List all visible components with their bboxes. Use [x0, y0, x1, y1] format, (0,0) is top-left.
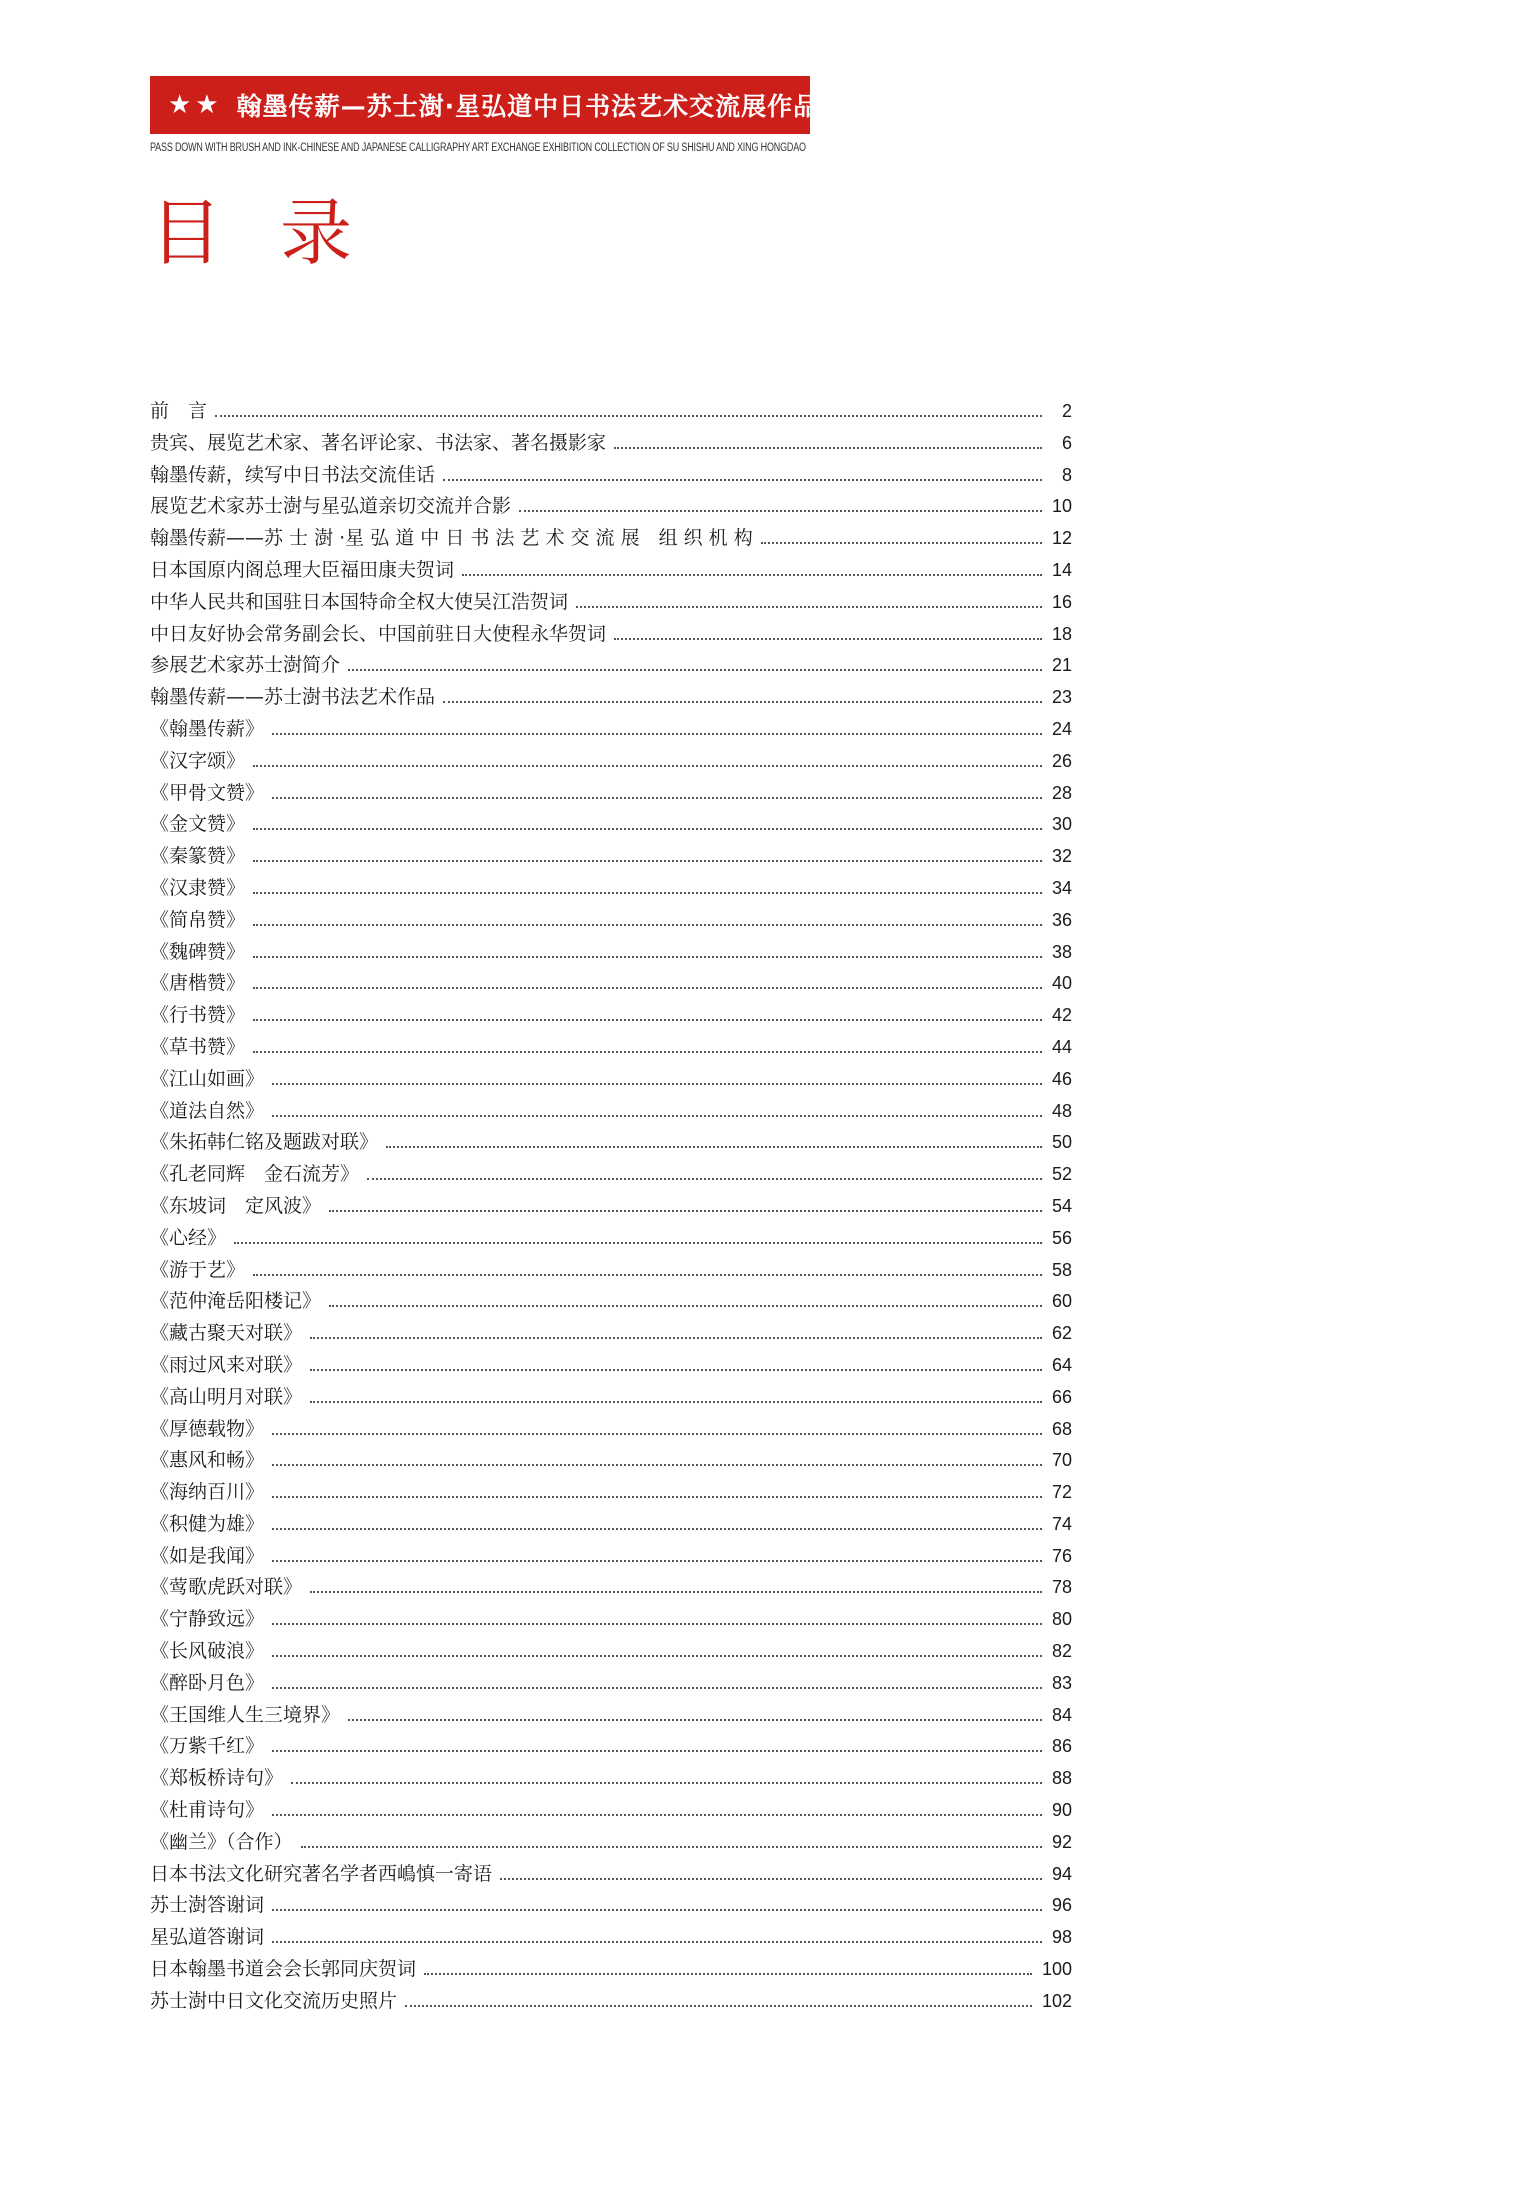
toc-leader-dots: [329, 1210, 1042, 1212]
toc-entry-label: 苏士澍答谢词: [150, 1894, 265, 1917]
header-banner: [150, 76, 846, 134]
toc-entry[interactable]: [150, 460, 1072, 492]
toc-entry[interactable]: [150, 1731, 1072, 1763]
toc-entry-label: 《长风破浪》: [150, 1640, 265, 1663]
toc-entry-page: 72: [1051, 1482, 1072, 1503]
toc-entry[interactable]: [150, 1032, 1072, 1064]
toc-entry-label: 日本国原内阁总理大臣福田康夫贺词: [150, 558, 455, 581]
toc-entry-label: 《甲骨文赞》: [150, 781, 265, 804]
toc-leader-dots: [253, 987, 1042, 989]
toc-entry-label: 《雨过风来对联》: [150, 1353, 303, 1376]
toc-entry-page: 21: [1051, 655, 1072, 676]
toc-entry[interactable]: [150, 905, 1072, 937]
toc-entry-page: 82: [1051, 1641, 1072, 1662]
toc-entry-page: 50: [1051, 1132, 1072, 1153]
toc-leader-dots: [462, 574, 1042, 576]
toc-entry-page: 92: [1051, 1831, 1072, 1852]
toc-entry[interactable]: [150, 1255, 1072, 1287]
toc-entry[interactable]: [150, 1668, 1072, 1700]
toc-leader-dots: [253, 892, 1042, 894]
toc-entry-page: 58: [1051, 1259, 1072, 1280]
toc-leader-dots: [253, 828, 1042, 830]
toc-entry-page: 40: [1051, 973, 1072, 994]
toc-entry[interactable]: [150, 1191, 1072, 1223]
toc-leader-dots: [272, 733, 1042, 735]
toc-entry-label: 日本翰墨书道会会长郭同庆贺词: [150, 1958, 417, 1981]
toc-leader-dots: [424, 1973, 1032, 1975]
toc-entry-label: 翰墨传薪，续写中日书法交流佳话: [150, 463, 436, 486]
toc-entry-label: 《江山如画》: [150, 1067, 265, 1090]
toc-entry-label: 《道法自然》: [150, 1099, 265, 1122]
toc-leader-dots: [310, 1369, 1042, 1371]
toc-entry-page: 102: [1041, 1990, 1072, 2011]
toc-entry-page: 28: [1051, 782, 1072, 803]
toc-entry-label: 贵宾、展览艺术家、著名评论家、书法家、著名摄影家: [150, 431, 607, 454]
toc-entry-label: 《汉字颂》: [150, 749, 246, 772]
toc-leader-dots: [310, 1401, 1042, 1403]
toc-leader-dots: [519, 510, 1042, 512]
toc-leader-dots: [272, 1560, 1042, 1562]
toc-entry-label: 《郑板桥诗句》: [150, 1767, 284, 1790]
toc-entry-page: 88: [1051, 1768, 1072, 1789]
toc-leader-dots: [405, 2005, 1032, 2007]
toc-entry-page: 18: [1051, 623, 1072, 644]
toc-entry[interactable]: [150, 1477, 1072, 1509]
toc-entry[interactable]: [150, 619, 1072, 651]
toc-entry[interactable]: [150, 1445, 1072, 1477]
toc-leader-dots: [253, 765, 1042, 767]
toc-leader-dots: [500, 1878, 1042, 1880]
toc-entry-label: 《汉隶赞》: [150, 876, 246, 899]
toc-entry[interactable]: [150, 714, 1072, 746]
toc-entry-page: 36: [1051, 909, 1072, 930]
toc-leader-dots: [272, 797, 1042, 799]
toc-leader-dots: [443, 479, 1042, 481]
toc-entry-label: 苏士澍中日文化交流历史照片: [150, 1989, 398, 2012]
toc-entry[interactable]: [150, 682, 1072, 714]
toc-entry-label: 中华人民共和国驻日本国特命全权大使吴江浩贺词: [150, 590, 569, 613]
toc-entry-label: 《唐楷赞》: [150, 972, 246, 995]
toc-entry-page: 70: [1051, 1450, 1072, 1471]
toc-leader-dots: [253, 1274, 1042, 1276]
toc-entry-label: 《草书赞》: [150, 1035, 246, 1058]
toc-entry[interactable]: [150, 523, 1072, 555]
toc-entry-page: 42: [1051, 1005, 1072, 1026]
toc-entry[interactable]: [150, 396, 1072, 428]
toc-entry-label: 《东坡词 定风波》: [150, 1194, 322, 1217]
toc-entry-label: 《藏古聚天对联》: [150, 1322, 303, 1345]
toc-entry[interactable]: [150, 778, 1072, 810]
toc-entry[interactable]: [150, 937, 1072, 969]
toc-entry-label: 《魏碑赞》: [150, 940, 246, 963]
toc-entry-label: 《如是我闻》: [150, 1544, 265, 1567]
toc-leader-dots: [348, 669, 1042, 671]
toc-entry-page: 16: [1051, 591, 1072, 612]
toc-entry-label: 《范仲淹岳阳楼记》: [150, 1290, 322, 1313]
toc-entry[interactable]: [150, 1954, 1072, 1986]
toc-entry-page: 62: [1051, 1323, 1072, 1344]
toc-leader-dots: [272, 1496, 1042, 1498]
toc-entry-page: 54: [1051, 1195, 1072, 1216]
toc-entry[interactable]: [150, 650, 1072, 682]
toc-leader-dots: [614, 638, 1042, 640]
toc-entry[interactable]: [150, 1986, 1072, 2018]
toc-entry-label: 《王国维人生三境界》: [150, 1703, 341, 1726]
toc-entry-label: 《朱拓韩仁铭及题跋对联》: [150, 1131, 379, 1154]
toc-entry-label: 《海纳百川》: [150, 1481, 265, 1504]
toc-entry[interactable]: [150, 1509, 1072, 1541]
toc-leader-dots: [291, 1782, 1042, 1784]
toc-leader-dots: [253, 1051, 1042, 1053]
toc-entry-page: 32: [1051, 846, 1072, 867]
toc-entry[interactable]: [150, 968, 1072, 1000]
toc-entry-page: 98: [1051, 1927, 1072, 1948]
toc-entry[interactable]: [150, 1064, 1072, 1096]
toc-entry[interactable]: [150, 1414, 1072, 1446]
toc-entry-page: 66: [1051, 1386, 1072, 1407]
toc-entry-page: 86: [1051, 1736, 1072, 1757]
toc-entry-label: 中日友好协会常务副会长、中国前驻日大使程永华贺词: [150, 622, 607, 645]
toc-entry[interactable]: [150, 1604, 1072, 1636]
toc-entry-label: 《醉卧月色》: [150, 1671, 265, 1694]
toc-entry-page: 24: [1051, 718, 1072, 739]
toc-entry-label: 《秦篆赞》: [150, 845, 246, 868]
page-title-char-2: 录: [280, 191, 353, 275]
toc-entry[interactable]: [150, 873, 1072, 905]
page-title: [150, 188, 352, 278]
toc-leader-dots: [614, 447, 1042, 449]
banner-title: 翰墨传薪—苏士澍·星弘道中日书法艺术交流展作品集: [236, 92, 846, 121]
toc-entry[interactable]: [150, 1572, 1072, 1604]
toc-entry-label: 《莺歌虎跃对联》: [150, 1576, 303, 1599]
toc-leader-dots: [367, 1178, 1042, 1180]
table-of-contents: [150, 396, 1072, 2018]
toc-leader-dots: [310, 1337, 1042, 1339]
toc-leader-dots: [272, 1433, 1042, 1435]
toc-entry-page: 100: [1041, 1959, 1072, 1980]
toc-entry[interactable]: [150, 1096, 1072, 1128]
toc-entry[interactable]: [150, 1922, 1072, 1954]
toc-entry-label: 展览艺术家苏士澍与星弘道亲切交流并合影: [150, 495, 512, 518]
toc-entry-page: 52: [1051, 1164, 1072, 1185]
toc-entry-label: 《杜甫诗句》: [150, 1799, 265, 1822]
toc-entry-label: 《游于艺》: [150, 1258, 246, 1281]
toc-leader-dots: [272, 1750, 1042, 1752]
toc-entry[interactable]: [150, 1127, 1072, 1159]
toc-entry-label: 《万紫千红》: [150, 1735, 265, 1758]
toc-entry-page: 94: [1051, 1863, 1072, 1884]
toc-entry[interactable]: [150, 1700, 1072, 1732]
toc-entry-page: 44: [1051, 1036, 1072, 1057]
toc-entry-page: 90: [1051, 1800, 1072, 1821]
toc-leader-dots: [443, 701, 1042, 703]
toc-entry-page: 14: [1051, 559, 1072, 580]
toc-entry-page: 2: [1061, 401, 1072, 421]
toc-entry-page: 8: [1061, 464, 1072, 485]
toc-entry-label: 星弘道答谢词: [150, 1926, 265, 1949]
toc-entry[interactable]: [150, 1350, 1072, 1382]
toc-entry[interactable]: [150, 1859, 1072, 1891]
toc-leader-dots: [329, 1305, 1042, 1307]
toc-entry-page: 38: [1051, 941, 1072, 962]
toc-entry[interactable]: [150, 1382, 1072, 1414]
toc-entry[interactable]: [150, 1890, 1072, 1922]
toc-leader-dots: [272, 1115, 1042, 1117]
toc-entry[interactable]: [150, 1223, 1072, 1255]
toc-entry[interactable]: [150, 1795, 1072, 1827]
toc-entry-page: 56: [1051, 1227, 1072, 1248]
toc-entry-page: 74: [1051, 1513, 1072, 1534]
toc-entry[interactable]: [150, 428, 1072, 460]
toc-entry-label: 《金文赞》: [150, 813, 246, 836]
page-title-char-1: 目: [150, 191, 223, 275]
toc-leader-dots: [310, 1591, 1042, 1593]
toc-entry-label: 《宁静致远》: [150, 1608, 265, 1631]
toc-entry[interactable]: [150, 1159, 1072, 1191]
star-icon: ★★: [168, 90, 223, 120]
toc-leader-dots: [272, 1909, 1042, 1911]
toc-leader-dots: [272, 1655, 1042, 1657]
toc-entry-page: 60: [1051, 1291, 1072, 1312]
toc-leader-dots: [272, 1687, 1042, 1689]
toc-leader-dots: [272, 1083, 1042, 1085]
toc-entry-label: 日本书法文化研究著名学者西嶋慎一寄语: [150, 1862, 493, 1885]
toc-entry-label: 翰墨传薪——苏 士 澍 ·星 弘 道 中 日 书 法 艺 术 交 流 展 组 织 机 构: [150, 527, 753, 550]
toc-leader-dots: [234, 1242, 1042, 1244]
banner-subtitle: PASS DOWN WITH BRUSH AND INK-CHINESE AND JAPANESE CALLIGRAPHY ART EXCHANGE EXHIBITION COLLECTION OF SU SHISHU AND XING HONGDAO: [150, 142, 806, 154]
toc-entry-label: 《简帛赞》: [150, 908, 246, 931]
toc-entry[interactable]: [150, 746, 1072, 778]
toc-leader-dots: [253, 1019, 1042, 1021]
toc-entry[interactable]: [150, 1827, 1072, 1859]
toc-entry[interactable]: [150, 1763, 1072, 1795]
toc-entry-page: 64: [1051, 1354, 1072, 1375]
toc-entry-page: 48: [1051, 1100, 1072, 1121]
toc-entry-page: 30: [1051, 814, 1072, 835]
toc-entry[interactable]: [150, 555, 1072, 587]
toc-entry-label: 《翰墨传薪》: [150, 717, 265, 740]
toc-leader-dots: [761, 542, 1042, 544]
toc-entry-page: 96: [1051, 1895, 1072, 1916]
toc-leader-dots: [272, 1623, 1042, 1625]
toc-entry-label: 《孔老同辉 金石流芳》: [150, 1163, 360, 1186]
toc-entry-label: 《积健为雄》: [150, 1512, 265, 1535]
toc-entry-page: 6: [1061, 432, 1072, 453]
toc-entry-label: 《厚德载物》: [150, 1417, 265, 1440]
toc-leader-dots: [272, 1464, 1042, 1466]
toc-entry-label: 《心经》: [150, 1226, 227, 1249]
toc-entry[interactable]: [150, 809, 1072, 841]
toc-leader-dots: [386, 1146, 1042, 1148]
toc-leader-dots: [348, 1719, 1042, 1721]
toc-entry-page: 76: [1051, 1545, 1072, 1566]
toc-entry-page: 46: [1051, 1068, 1072, 1089]
toc-entry-page: 34: [1051, 877, 1072, 898]
toc-entry-page: 78: [1051, 1577, 1072, 1598]
toc-leader-dots: [576, 606, 1042, 608]
toc-entry[interactable]: [150, 1636, 1072, 1668]
toc-entry-page: 10: [1051, 496, 1072, 517]
toc-entry-label: 《高山明月对联》: [150, 1385, 303, 1408]
toc-entry-label: 前 言: [150, 400, 208, 422]
toc-entry-page: 12: [1051, 528, 1072, 549]
toc-entry[interactable]: [150, 841, 1072, 873]
toc-entry[interactable]: [150, 1541, 1072, 1573]
toc-entry-label: 《幽兰》（合作）: [150, 1830, 293, 1853]
toc-leader-dots: [272, 1814, 1042, 1816]
toc-entry-label: 《行书赞》: [150, 1004, 246, 1027]
toc-entry-page: 68: [1051, 1418, 1072, 1439]
toc-entry-label: 翰墨传薪——苏士澍书法艺术作品: [150, 686, 436, 709]
toc-entry-page: 23: [1051, 687, 1072, 708]
toc-entry-page: 26: [1051, 750, 1072, 771]
toc-entry[interactable]: [150, 1286, 1072, 1318]
toc-leader-dots: [215, 415, 1042, 417]
toc-entry[interactable]: [150, 587, 1072, 619]
toc-leader-dots: [253, 956, 1042, 958]
toc-entry-label: 参展艺术家苏士澍简介: [150, 654, 341, 677]
toc-leader-dots: [272, 1941, 1042, 1943]
toc-leader-dots: [253, 924, 1042, 926]
toc-entry-page: 84: [1051, 1704, 1072, 1725]
toc-leader-dots: [301, 1846, 1042, 1848]
toc-leader-dots: [272, 1528, 1042, 1530]
toc-entry-page: 80: [1051, 1609, 1072, 1630]
toc-entry[interactable]: [150, 1318, 1072, 1350]
toc-entry[interactable]: [150, 1000, 1072, 1032]
toc-leader-dots: [253, 860, 1042, 862]
toc-entry-page: 83: [1051, 1672, 1072, 1693]
toc-entry-label: 《惠风和畅》: [150, 1449, 265, 1472]
toc-entry[interactable]: [150, 491, 1072, 523]
